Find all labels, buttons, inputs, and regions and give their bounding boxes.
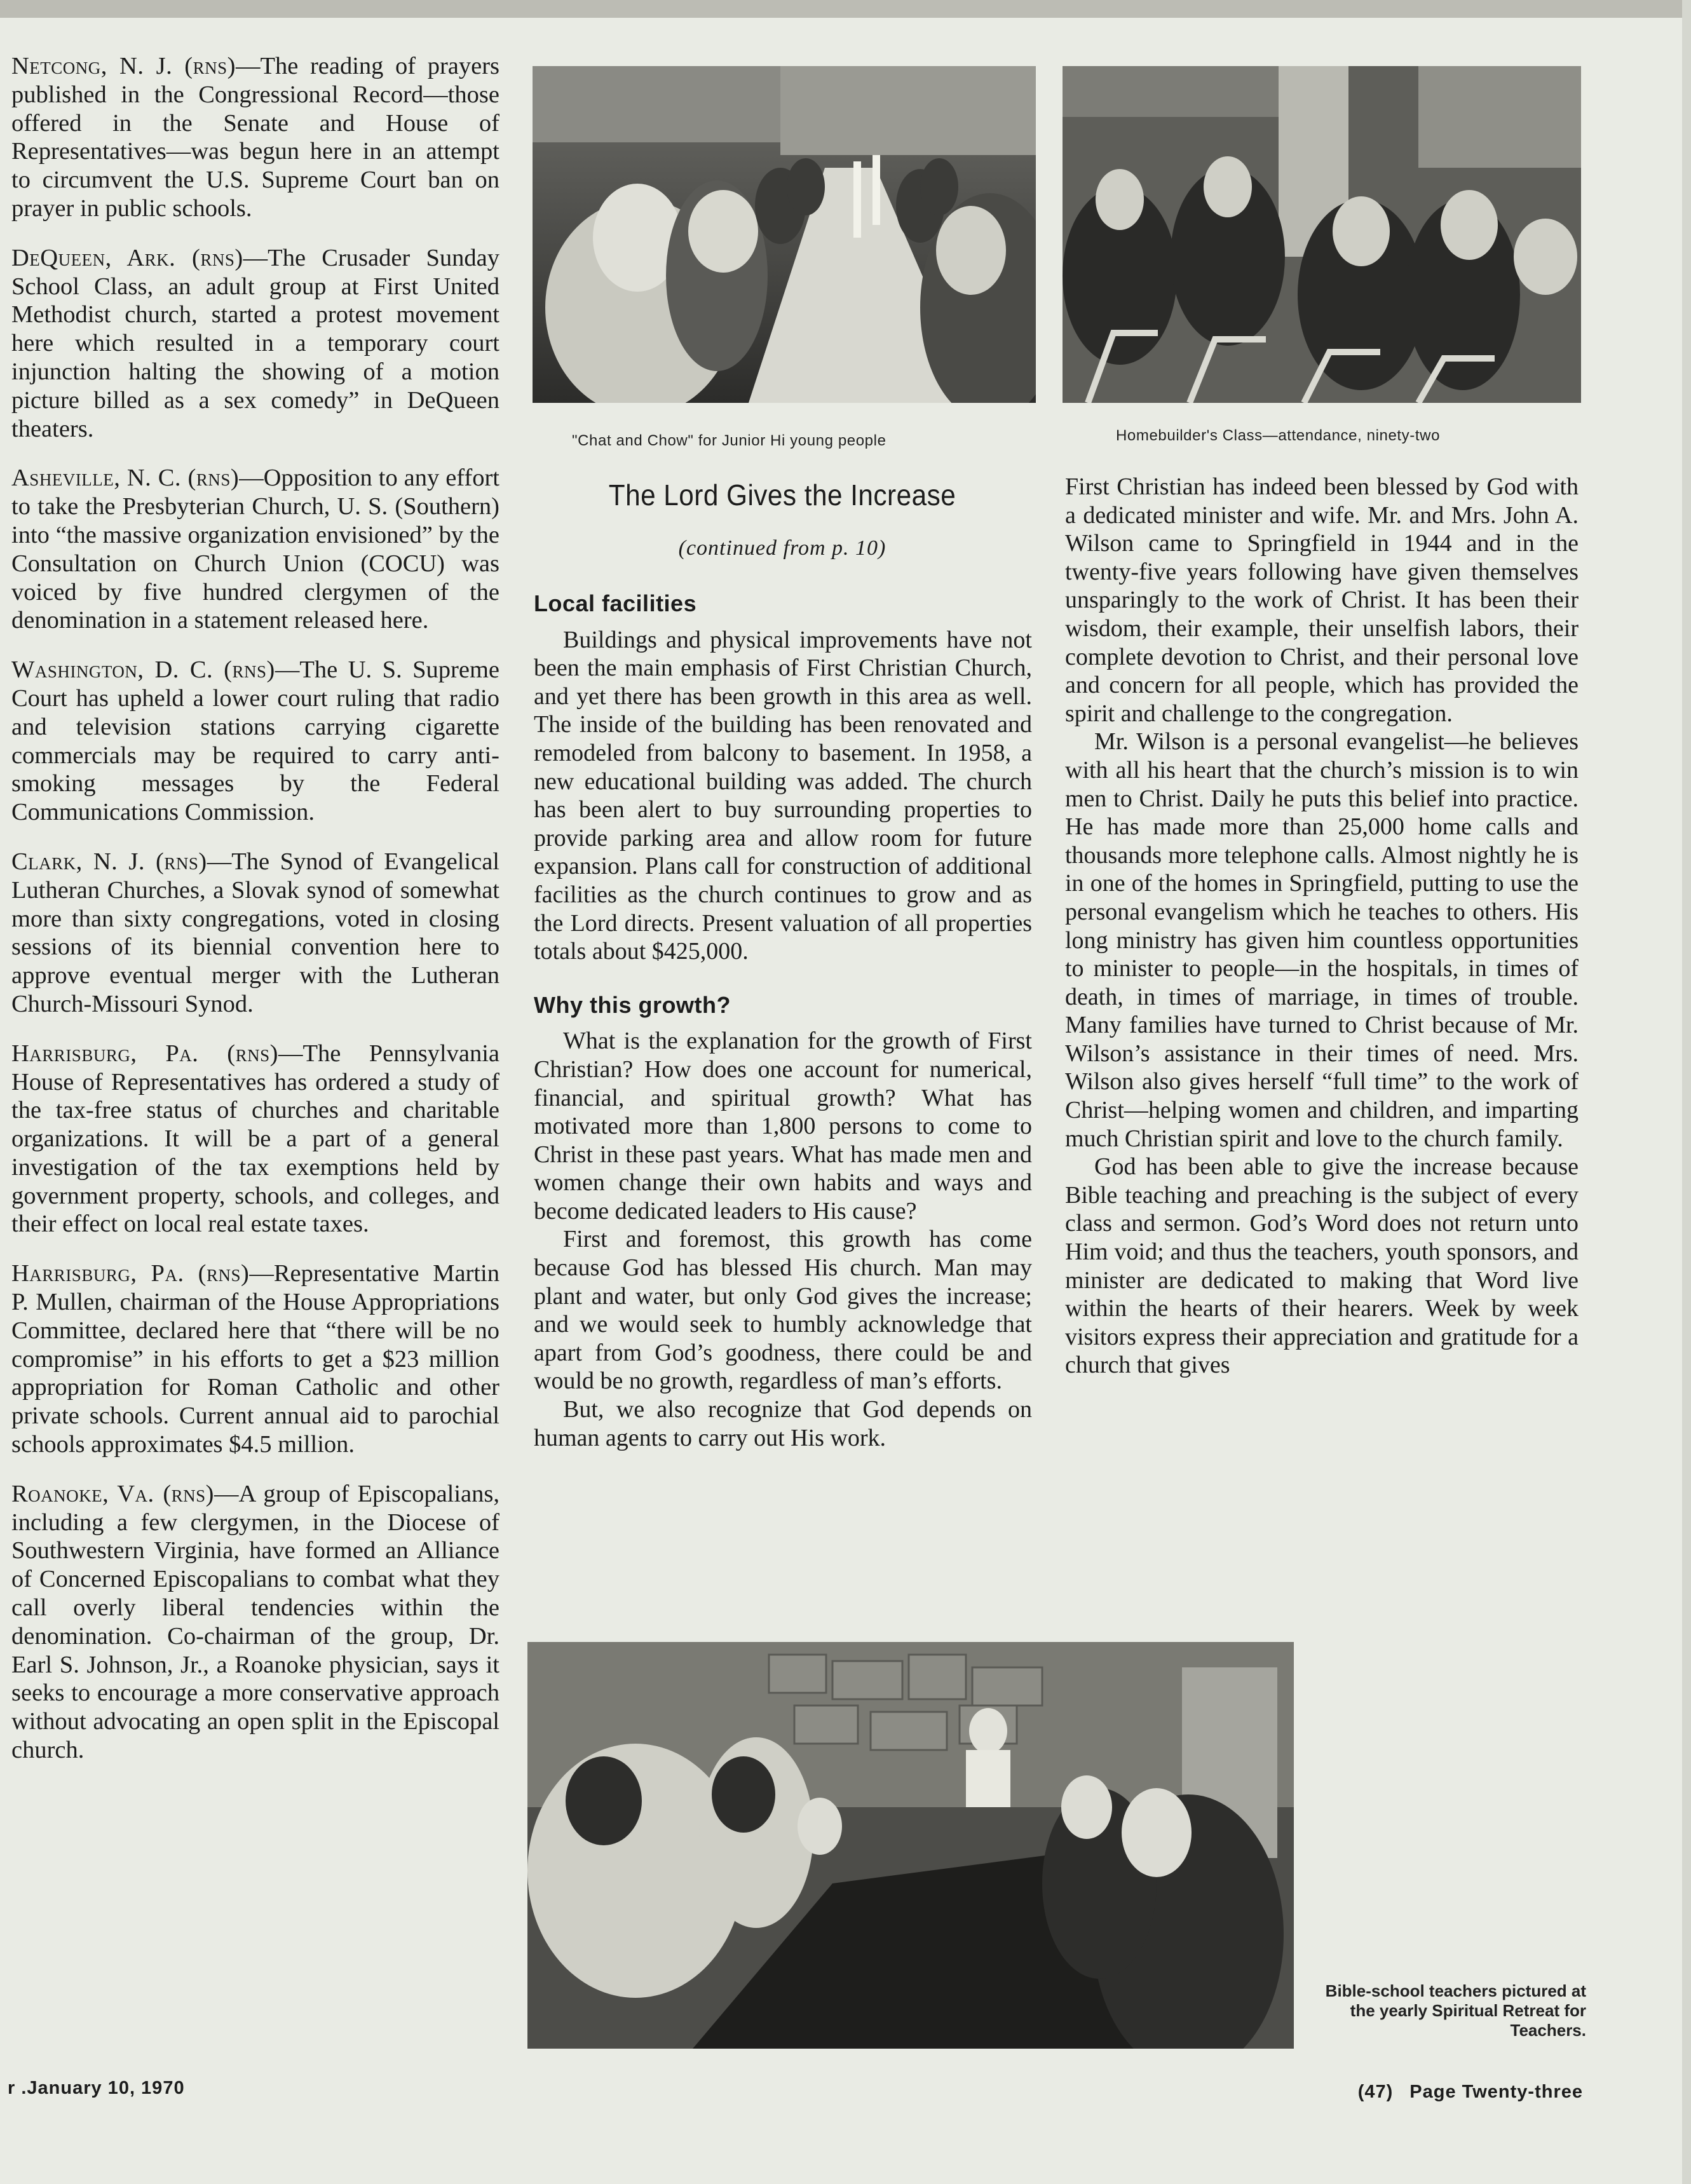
junior-hi-photo-caption: "Chat and Chow" for Junior Hi young people [572,432,886,449]
news-body: —The Crusader Sunday School Class, an adult group at First United Methodist church, started a protest movement here which resulted in a temporary court injunction halting the showing of a motion picture billed as a sex comedy” in DeQueen theaters. [11,244,499,442]
article-paragraph: God has been able to give the increase because Bible teaching and preaching is the subject of every class and sermon. God’s Word does not return unto Him void; and thus the teachers, youth sponsors, and minister are dedicated to making that Word live within the hearts of their hearers. Week by week visitors express their appreciation and gratitude for a church that gives [1065,1153,1579,1379]
homebuilders-photo-caption: Homebuilder's Class—attendance, ninety-two [1116,427,1441,444]
page-label: Page Twenty-three [1409,2082,1583,2102]
news-dateline: Clark, N. J. (rns) [11,848,207,875]
news-item [11,848,499,1019]
news-dateline: Netcong, N. J. (rns) [11,53,236,79]
article-paragraph: What is the explanation for the growth of First Christian? How does one account for numerical, financial, and spiritual growth? What has motivated more than 1,800 persons to come to Christ in these past years. What has made men and women change their own habits and ways and become dedicated leaders to His cause? [534,1028,1032,1224]
news-body: —The Synod of Evangelical Lutheran Churches, a Slovak synod of somewhat more than sixty congregations, voted in closing sessions of its biennial convention here to approve eventual merger with the Lutheran Church-Missouri Synod. [11,848,499,1017]
news-item [11,1040,499,1239]
page-right-edge [1682,0,1691,2184]
news-item [11,656,499,827]
photo-teachers-retreat [527,1642,1294,2049]
news-body: —A group of Episcopalians, including a few clergymen, in the Diocese of Southwestern Virginia, have formed an Alliance of Concerned Episcopalians to combat what they call overly liberal tendencies within the denomination. Co-chairman of the group, Dr. Earl S. Johnson, Jr., a Roanoke physician, says it seeks to encourage a more conservative approach without advocating an open split in the Episcopal church. [11,1480,499,1764]
photo-homebuilders-class [1063,66,1581,403]
article-paragraph: Buildings and physical improvements have not been the main emphasis of First Christian Church, and yet there has been growth in this area as well. The inside of the building has been renovated and remodeled from balcony to basement. In 1958, a new educational building was added. The church has been alert to buy surrounding properties to provide parking area and allow room for future expansion. Plans call for construction of additional facilities as the church continues to grow and as the Lord directs. Present valuation of all properties totals about $425,000. [534,626,1032,965]
page-top-edge [0,0,1691,18]
page-footer [1358,2082,1583,2103]
news-item [11,244,499,444]
article-paragraph: First Christian has indeed been blessed by God with a dedicated minister and wife. Mr. and Mrs. John A. Wilson came to Springfield in 1944 and in the twenty-five years following have given themselves unsparingly to the work of Christ. It has been their wisdom, their example, their unselfish labors, their complete devotion to Christ, and their personal love and concern for all people, which has provided the spirit and challenge to the congregation. [1065,473,1579,727]
news-item [11,1259,499,1459]
article-column-right [1065,473,1579,1380]
page-number: (47) [1357,2082,1394,2102]
news-body: —The U. S. Supreme Court has upheld a lower court ruling that radio and television stations carrying cigarette commercials may be required to carry anti-smoking messages by the Federal Communications Commission. [11,656,499,826]
news-dateline: Asheville, N. C. (rns) [11,465,240,492]
news-item [11,52,499,223]
news-body: —The reading of prayers published in the Congressional Record—those offered in the Senate and House of Representatives—was begun here in an attempt to circumvent the U.S. Supreme Court ban on prayer in public schools. [11,53,500,222]
news-body: —Representative Martin P. Mullen, chairman of the House Appropriations Committee, declared here that “there will be no compromise” in his efforts to get a $23 million appropriation for Roman Catholic and other private schools. Current annual aid to parochial schools approximates $4.5 million. [11,1260,499,1458]
photo-junior-hi-dinner [533,66,1036,403]
article-title: The Lord Gives the Increase [608,478,956,512]
news-body: —Opposition to any effort to take the Presbyterian Church, U. S. (Southern) into “the massive organization envisioned” by the Consultation on Church Union (COCU) was voiced by five hundred clergymen of the denomination in a statement released here. [11,465,499,634]
news-item [11,1480,499,1765]
news-item [11,464,499,635]
news-body: —The Pennsylvania House of Representatives has ordered a study of the tax-free status of churches and charitable organizations. It will be a part of a general investigation of the tax exemptions held by government property, schools, and colleges, and their effect on local real estate taxes. [11,1040,499,1238]
news-dateline: Harrisburg, Pa. (rns) [11,1260,250,1287]
article-column-left [534,590,1032,1452]
article-paragraph: But, we also recognize that God depends on human agents to carry out His work. [534,1396,1032,1451]
section-heading-why-growth: Why this growth? [534,991,731,1018]
article-paragraph: Mr. Wilson is a personal evangelist—he believes with all his heart that the church’s mission is to win men to Christ. Daily he puts this belief into practice. He has made more than 25,000 home calls and thousands more telephone calls. Almost nightly he is in one of the homes in Springfield, putting to use the personal evangelism which he teaches to others. His long ministry has given him countless opportunities to minister to people—in the hospitals, in times of death, in times of marriage, in times of trouble. Many families have turned to Christ because of Mr. Wilson’s assistance in their times of need. Mrs. Wilson also gives herself “full time” to the work of Christ—helping women and children, and imparting much Christian spirit and love to the church family. [1065,728,1579,1152]
news-dateline: Harrisburg, Pa. (rns) [11,1040,278,1067]
news-dateline: Washington, D. C. (rns) [11,656,275,684]
news-briefs-column [11,52,499,1786]
news-dateline: Roanoke, Va. (rns) [11,1480,214,1507]
section-heading-local-facilities: Local facilities [534,590,697,616]
news-dateline: DeQueen, Ark. (rns) [11,244,243,271]
issue-date: r .January 10, 1970 [8,2078,185,2098]
article-paragraph: First and foremost, this growth has come because God has blessed His church. Man may plant and water, but only God gives the increase; and we would seek to humbly acknowledge that apart from God’s goodness, there could be and would be no growth, regardless of man’s efforts. [534,1226,1032,1395]
retreat-photo-caption: Bible-school teachers pictured at the yearly Spiritual Retreat for Teachers. [1325,1981,1586,2040]
article-continued-note: (continued from p. 10) [678,536,886,560]
